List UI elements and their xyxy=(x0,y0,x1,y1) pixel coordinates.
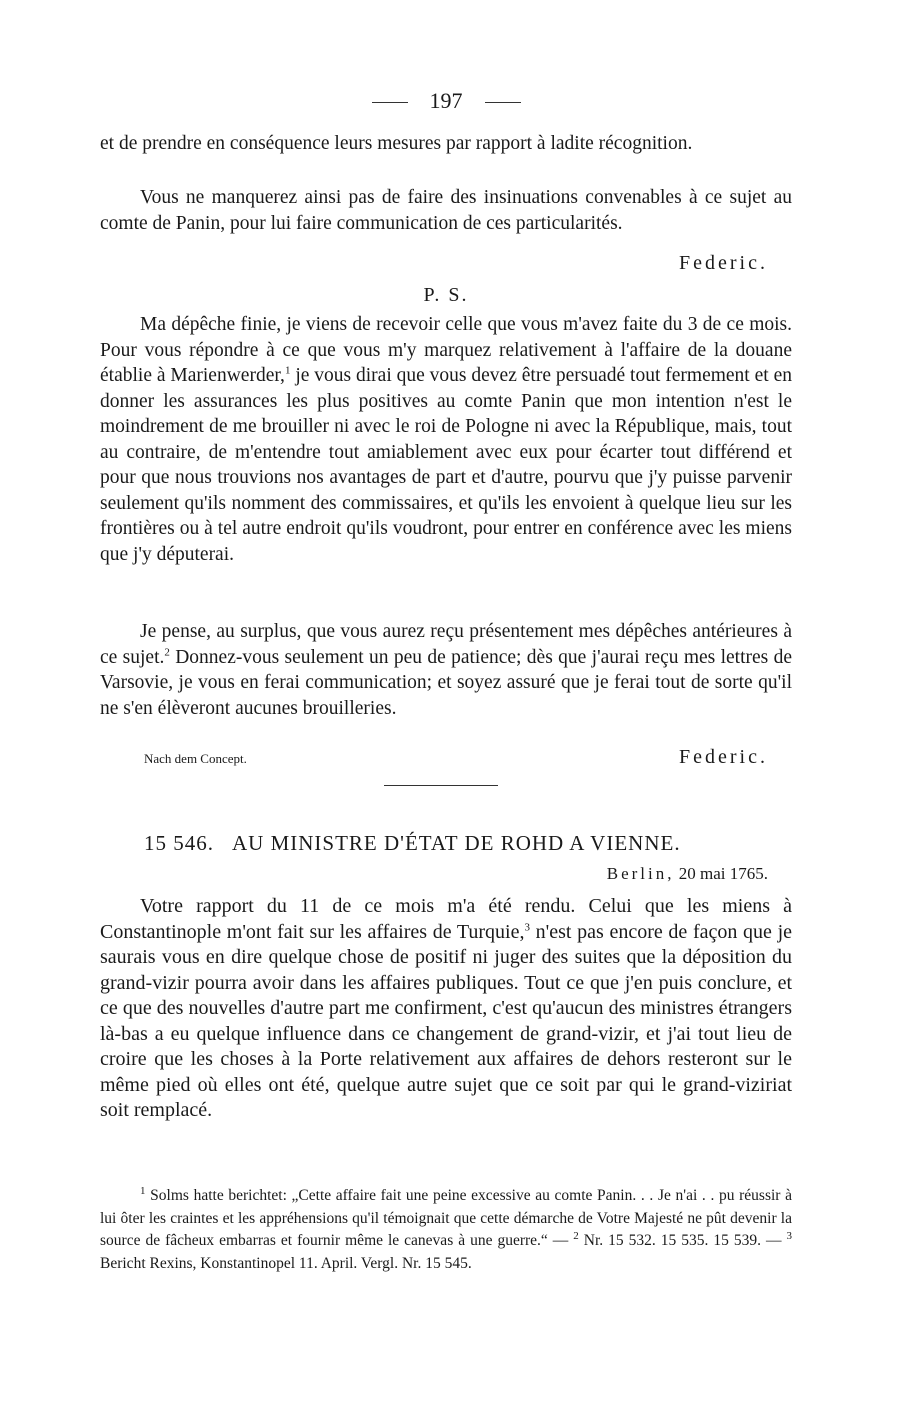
letter-body xyxy=(100,894,792,1124)
footnote-mark-2: 2 xyxy=(573,1229,579,1242)
letter-heading xyxy=(144,831,681,856)
letter-body-text-a: Votre rapport du 11 de ce mois m'a été rendu. Celui que les miens à Constantinople m'ont fait sur les affaires de Turquie, xyxy=(100,895,792,943)
ps-paragraph-1 xyxy=(100,312,792,567)
document-page xyxy=(100,0,792,1404)
footnote-ref-1: 1 xyxy=(284,364,291,377)
ps-heading: P. S. xyxy=(423,284,469,306)
letter-body-text-b: n'est pas encore de façon que je saurais vous en dire quelque chose de positif ni juger des suites que la déposition du grand-vizir pourra avoir dans les affaires publiques. Tout ce que j'en puis conclure, et ce que des nouvelles d'autre part me confirment, c'est qu'aucun des ministres étrangers là-bas a eu quelque influence dans ce changement de grand-vizir, et j'ai tout lieu de croire que les choses à la Porte relativement aux affaires de dehors resteront sur le même pied où elles ont été, quelque autre sujet que ce soit par qui le grand-viziriat soit remplacé. xyxy=(100,920,792,1121)
left-dash xyxy=(372,102,408,103)
paragraph-insinuations xyxy=(100,185,792,236)
dateline-date: 20 mai 1765. xyxy=(678,864,768,883)
dateline-place: Berlin, xyxy=(606,864,675,883)
footnote-3-text: Bericht Rexins, Konstantinopel 11. April. Vergl. Nr. 15 545. xyxy=(100,1254,472,1272)
dateline xyxy=(607,864,768,884)
right-dash xyxy=(485,102,521,103)
paragraph-recognition xyxy=(100,131,792,157)
ps-paragraph-2-text-a: Je pense, au surplus, que vous aurez reçu présentement mes dépêches antérieures à ce sujet. xyxy=(100,621,792,668)
signature-first: Federic. xyxy=(679,252,768,274)
ps-paragraph-1-text-a: Ma dépêche finie, je viens de recevoir celle que vous m'avez faite du 3 de ce mois. Pour vous répondre à ce que vous m'y marquez relativement à l'affaire de la douane établie à Marienwerder, xyxy=(100,314,792,386)
page-number: 197 xyxy=(429,88,463,113)
signature-second: Federic. xyxy=(679,746,768,768)
ps-paragraph-1-text-b: je vous dirai que vous devez être persuadé tout fermement et en donner les assurances les plus positives au comte Panin que mon intention n'est le moindrement de me brouiller ni avec le roi de Pologne ni avec la République, mais, tout au contraire, de m'entendre tout amiablement avec eux pour écarter tout différend et pour que nous trouvions nos avantages de part et d'autre, pourvu que j'y puisse parvenir seulement qu'ils nomment des commissaires, et qu'ils les envoient à quelque lieu sur les frontières ou à tel autre endroit qu'ils voudront, pour entrer en conférence avec les miens que j'y députerai. xyxy=(100,365,792,565)
source-note: Nach dem Concept. xyxy=(144,751,247,766)
ps-paragraph-2 xyxy=(100,619,792,721)
footnote-ref-3: 3 xyxy=(524,920,530,933)
footnote-1-text: Solms hatte berichtet: „Cette affaire fait une peine excessive au comte Panin. . . Je n'ai . . pu réussir à lui ôter les craintes et les appréhensions qu'il témoignait que cette démarche de Votre Majesté ne pût devenir la source de fâcheux embarras et fournir même le canevas à une guerre.“ — xyxy=(100,1187,792,1249)
footnotes xyxy=(100,1185,792,1275)
page-number-line xyxy=(100,88,792,114)
ps-paragraph-2-text-b: Donnez-vous seulement un peu de patience; dès que j'aurai reçu mes lettres de Varsovie, je vous en ferai communication; et soyez assuré que je ferai tout de sorte qu'il ne s'en élèveront aucunes brouilleries. xyxy=(100,646,792,719)
section-divider xyxy=(384,785,498,786)
footnote-mark-1: 1 xyxy=(140,1184,146,1197)
paragraph-recognition-text: et de prendre en conséquence leurs mesures par rapport à ladite récognition. xyxy=(100,133,693,154)
footnote-2-text: Nr. 15 532. 15 535. 15 539. — xyxy=(578,1232,787,1249)
footnote-ref-2: 2 xyxy=(164,646,170,658)
letter-title: AU MINISTRE D'ÉTAT DE ROHD A VIENNE. xyxy=(232,831,681,855)
letter-number: 15 546. xyxy=(144,831,214,855)
paragraph-insinuations-text: Vous ne manquerez ainsi pas de faire des insinuations convenables à ce sujet au comte de Panin, pour lui faire communication de ces particularités. xyxy=(100,187,792,234)
footnote-mark-3: 3 xyxy=(786,1229,792,1242)
